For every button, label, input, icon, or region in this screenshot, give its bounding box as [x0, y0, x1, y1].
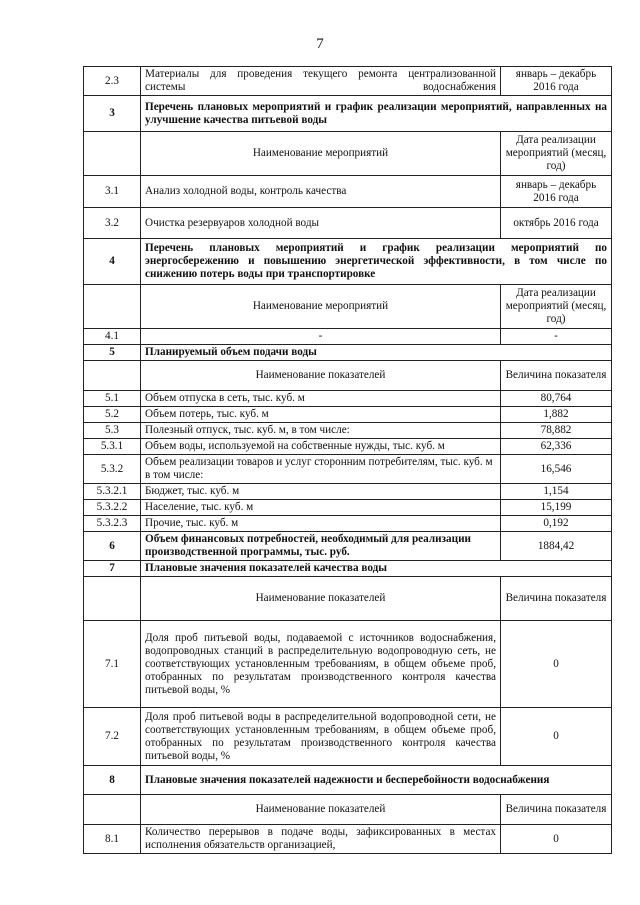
table-row: [84, 708, 612, 766]
indicator-value: 15,199: [501, 500, 612, 516]
program-table: [83, 66, 612, 854]
section-row: [84, 239, 612, 285]
section-title: Перечень плановых мероприятий и график реализации мероприятий по энергосбережению и повышению энергетической эффективности, в том числе по снижению потерь воды при транспортировке: [141, 239, 612, 285]
table-row: [84, 484, 612, 500]
column-header-name: Наименование мероприятий: [141, 285, 501, 329]
section-title: Плановые значения показателей качества воды: [141, 561, 612, 577]
indicator-value: 80,764: [501, 391, 612, 407]
section-title: Плановые значения показателей надежности и бесперебойности водоснабжения: [141, 766, 612, 795]
table-row: [84, 208, 612, 239]
page-number: 7: [316, 36, 324, 52]
row-number: 5.3.2.1: [84, 484, 141, 500]
row-number: 5.3.2.2: [84, 500, 141, 516]
indicator-name: Доля проб питьевой воды, подаваемой с источников водоснабжения, водопроводных станций в распределительную водопроводную сеть, не соответствующих установленным требованиям, в общем объеме проб, отобранных по результатам производственного контроля качества питьевой воды, %: [141, 621, 501, 708]
indicator-name: Количество перерывов в подаче воды, зафиксированных в местах исполнения обязательств организацией,: [141, 825, 501, 854]
section-row: [84, 532, 612, 561]
empty-cell: [84, 577, 141, 621]
table-row: [84, 621, 612, 708]
column-header-value: Величина показателя: [501, 795, 612, 825]
indicator-name: Объем отпуска в сеть, тыс. куб. м: [141, 391, 501, 407]
indicator-value: 16,546: [501, 455, 612, 484]
measure-name: Очистка резервуаров холодной воды: [141, 208, 501, 239]
empty-cell: [84, 132, 141, 176]
row-number: 8.1: [84, 825, 141, 854]
row-number: 2.3: [84, 67, 141, 96]
column-header-name: Наименование показателей: [141, 577, 501, 621]
table-row: [84, 176, 612, 208]
section-number: 5: [84, 345, 141, 361]
section-number: 6: [84, 532, 141, 561]
indicator-name: Полезный отпуск, тыс. куб. м, в том числе:: [141, 423, 501, 439]
empty-cell: [84, 361, 141, 391]
implementation-date: январь – декабрь 2016 года: [501, 67, 612, 96]
table-row: [84, 455, 612, 484]
indicator-name: Прочие, тыс. куб. м: [141, 516, 501, 532]
row-number: 3.1: [84, 176, 141, 208]
measure-name: -: [141, 329, 501, 345]
header-row: [84, 795, 612, 825]
section-number: 7: [84, 561, 141, 577]
row-number: 5.3: [84, 423, 141, 439]
table-row: [84, 500, 612, 516]
table-row: [84, 407, 612, 423]
column-header-name: Наименование показателей: [141, 361, 501, 391]
table-row: [84, 67, 612, 96]
header-row: [84, 132, 612, 176]
section-number: 4: [84, 239, 141, 285]
indicator-name: Объем потерь, тыс. куб. м: [141, 407, 501, 423]
header-row: [84, 285, 612, 329]
column-header-name: Наименование показателей: [141, 795, 501, 825]
section-row: [84, 561, 612, 577]
indicator-value: 62,336: [501, 439, 612, 455]
table-row: [84, 516, 612, 532]
section-row: [84, 345, 612, 361]
column-header-name: Наименование мероприятий: [141, 132, 501, 176]
table-row: [84, 329, 612, 345]
row-number: 7.1: [84, 621, 141, 708]
column-header-value: Величина показателя: [501, 577, 612, 621]
indicator-value: 78,882: [501, 423, 612, 439]
row-number: 5.1: [84, 391, 141, 407]
table-row: [84, 423, 612, 439]
section-number: 3: [84, 96, 141, 132]
header-row: [84, 361, 612, 391]
indicator-name: Объем реализации товаров и услуг сторонним потребителям, тыс. куб. м в том числе:: [141, 455, 501, 484]
column-header-value: Величина показателя: [501, 361, 612, 391]
indicator-value: 1,882: [501, 407, 612, 423]
header-row: [84, 577, 612, 621]
indicator-value: 0,192: [501, 516, 612, 532]
row-number: 7.2: [84, 708, 141, 766]
row-number: 4.1: [84, 329, 141, 345]
column-header-date: Дата реализации мероприятий (месяц, год): [501, 285, 612, 329]
indicator-name: Доля проб питьевой воды в распределительной водопроводной сети, не соответствующих установленным требованиям, в общем объеме проб, отобранных по результатам производственного контроля качества питьевой воды, %: [141, 708, 501, 766]
row-number: 5.3.2: [84, 455, 141, 484]
implementation-date: -: [501, 329, 612, 345]
column-header-date: Дата реализации мероприятий (месяц, год): [501, 132, 612, 176]
indicator-value: 0: [501, 825, 612, 854]
section-title: Объем финансовых потребностей, необходимый для реализации производственной программы, тыс. руб.: [141, 532, 501, 561]
row-number: 5.3.2.3: [84, 516, 141, 532]
row-number: 5.3.1: [84, 439, 141, 455]
implementation-date: октябрь 2016 года: [501, 208, 612, 239]
indicator-name: Население, тыс. куб. м: [141, 500, 501, 516]
section-row: [84, 766, 612, 795]
indicator-value: 1,154: [501, 484, 612, 500]
measure-name: Материалы для проведения текущего ремонта централизованной системы водоснабжения: [141, 67, 501, 96]
empty-cell: [84, 285, 141, 329]
implementation-date: январь – декабрь 2016 года: [501, 176, 612, 208]
indicator-name: Бюджет, тыс. куб. м: [141, 484, 501, 500]
measure-name: Анализ холодной воды, контроль качества: [141, 176, 501, 208]
table-row: [84, 825, 612, 854]
table-row: [84, 391, 612, 407]
empty-cell: [84, 795, 141, 825]
section-number: 8: [84, 766, 141, 795]
row-number: 5.2: [84, 407, 141, 423]
indicator-value: 0: [501, 621, 612, 708]
indicator-name: Объем воды, используемой на собственные нужды, тыс. куб. м: [141, 439, 501, 455]
section-row: [84, 96, 612, 132]
financial-needs-value: 1884,42: [501, 532, 612, 561]
table-row: [84, 439, 612, 455]
section-title: Перечень плановых мероприятий и график реализации мероприятий, направленных на улучшение качества питьевой воды: [141, 96, 612, 132]
section-title: Планируемый объем подачи воды: [141, 345, 612, 361]
row-number: 3.2: [84, 208, 141, 239]
indicator-value: 0: [501, 708, 612, 766]
